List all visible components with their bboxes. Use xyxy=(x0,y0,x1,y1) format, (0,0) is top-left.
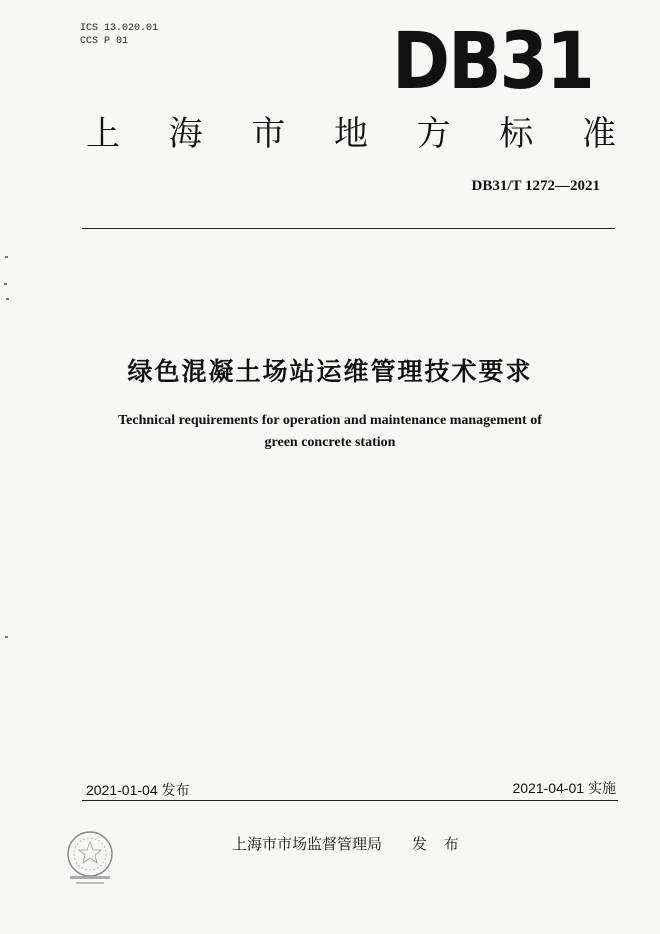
scan-speck xyxy=(5,256,8,258)
title-en-line-2: green concrete station xyxy=(264,435,396,450)
standard-category-title xyxy=(86,113,616,155)
db31-logo: DB31 xyxy=(392,15,593,108)
title-en-line-1: Technical requirements for operation and maintenance management of xyxy=(118,413,542,428)
standard-number: DB31/T 1272—2021 xyxy=(471,178,600,194)
official-seal-icon xyxy=(60,826,120,888)
issuing-authority xyxy=(232,833,465,854)
issuer-org: 上海市市场监督管理局 xyxy=(232,835,383,853)
classification-codes xyxy=(80,22,158,48)
title-char: 地 xyxy=(333,114,368,154)
title-char: 方 xyxy=(416,114,451,154)
bottom-divider xyxy=(82,800,618,801)
publish-date: 2021-01-04 发布 xyxy=(86,782,190,798)
title-char: 准 xyxy=(581,114,616,154)
scan-speck xyxy=(5,636,8,638)
issuer-action: 发 布 xyxy=(412,835,465,853)
title-char: 市 xyxy=(251,114,286,154)
document-title-chinese: 绿色混凝土场站运维管理技术要求 xyxy=(127,357,533,386)
ccs-code: CCS P 01 xyxy=(80,36,129,47)
implement-date: 2021-04-01 实施 xyxy=(512,780,616,796)
scan-speck xyxy=(6,298,9,300)
document-title-english xyxy=(95,410,565,454)
title-char: 海 xyxy=(168,114,203,154)
ics-code: ICS 13.020.01 xyxy=(80,23,159,34)
title-char: 上 xyxy=(86,114,120,154)
title-char: 标 xyxy=(499,114,534,154)
top-divider xyxy=(82,228,615,229)
scan-speck xyxy=(4,283,7,285)
